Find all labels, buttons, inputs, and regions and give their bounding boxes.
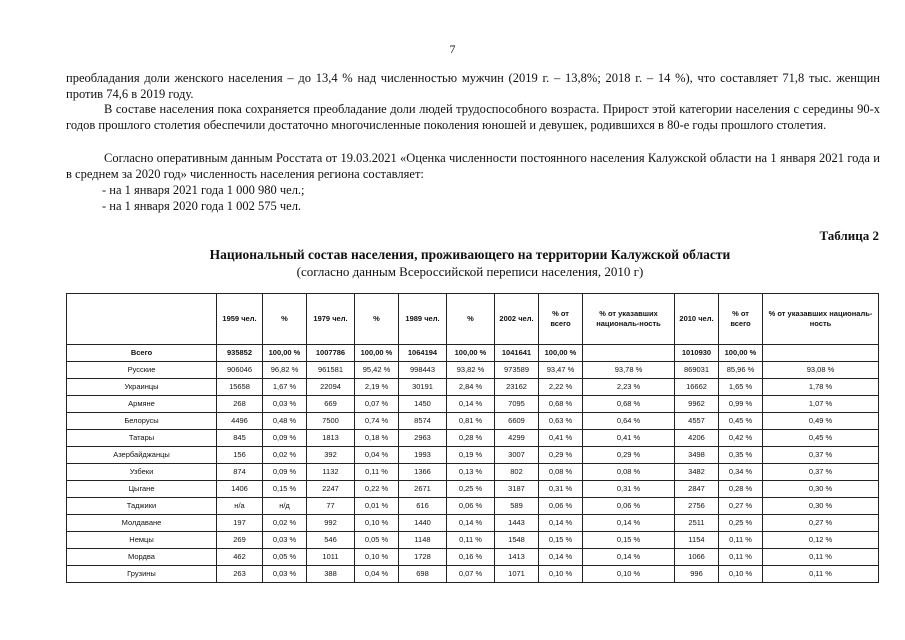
table-row <box>67 515 879 532</box>
value-cell: 7500 <box>307 413 355 430</box>
value-cell: 22094 <box>307 379 355 396</box>
value-cell: 1007786 <box>307 345 355 362</box>
value-cell: 392 <box>307 447 355 464</box>
value-cell <box>763 345 879 362</box>
value-cell: 0,06 % <box>539 498 583 515</box>
table-row <box>67 549 879 566</box>
nationality-cell: Всего <box>67 345 217 362</box>
value-cell: 0,19 % <box>447 447 495 464</box>
value-cell: 0,99 % <box>719 396 763 413</box>
value-cell: 0,29 % <box>539 447 583 464</box>
value-cell: 1548 <box>495 532 539 549</box>
value-cell: 0,12 % <box>763 532 879 549</box>
value-cell: н/д <box>263 498 307 515</box>
value-cell: 2,22 % <box>539 379 583 396</box>
value-cell: 2,84 % <box>447 379 495 396</box>
value-cell: 15658 <box>217 379 263 396</box>
value-cell: 0,01 % <box>355 498 399 515</box>
table-row <box>67 498 879 515</box>
value-cell: 0,49 % <box>763 413 879 430</box>
column-header: % <box>447 294 495 345</box>
value-cell: 0,37 % <box>763 464 879 481</box>
value-cell: 0,68 % <box>583 396 675 413</box>
value-cell: 802 <box>495 464 539 481</box>
value-cell: 669 <box>307 396 355 413</box>
value-cell: 4496 <box>217 413 263 430</box>
value-cell: 0,45 % <box>763 430 879 447</box>
column-header: % <box>355 294 399 345</box>
nationality-cell: Молдаване <box>67 515 217 532</box>
value-cell: 0,08 % <box>539 464 583 481</box>
value-cell: 0,15 % <box>583 532 675 549</box>
value-cell: 0,10 % <box>719 566 763 583</box>
value-cell: 4557 <box>675 413 719 430</box>
value-cell: 1450 <box>399 396 447 413</box>
value-cell: 0,14 % <box>539 549 583 566</box>
table-row <box>67 447 879 464</box>
nationality-cell: Немцы <box>67 532 217 549</box>
value-cell: 0,41 % <box>583 430 675 447</box>
value-cell: 2847 <box>675 481 719 498</box>
value-cell: 0,45 % <box>719 413 763 430</box>
value-cell: 0,42 % <box>719 430 763 447</box>
value-cell: 992 <box>307 515 355 532</box>
value-cell: 462 <box>217 549 263 566</box>
value-cell: 1813 <box>307 430 355 447</box>
value-cell: 998443 <box>399 362 447 379</box>
value-cell: 0,03 % <box>263 532 307 549</box>
value-cell: 1406 <box>217 481 263 498</box>
value-cell: 0,11 % <box>763 566 879 583</box>
value-cell: 0,11 % <box>763 549 879 566</box>
value-cell: 1071 <box>495 566 539 583</box>
nationality-cell: Армяне <box>67 396 217 413</box>
value-cell: 0,15 % <box>263 481 307 498</box>
value-cell: 100,00 % <box>355 345 399 362</box>
value-cell: 1366 <box>399 464 447 481</box>
value-cell: 1148 <box>399 532 447 549</box>
nationality-cell: Татары <box>67 430 217 447</box>
value-cell: 3498 <box>675 447 719 464</box>
census-table <box>66 293 879 583</box>
value-cell: 0,16 % <box>447 549 495 566</box>
column-header: 1989 чел. <box>399 294 447 345</box>
value-cell: 23162 <box>495 379 539 396</box>
value-cell: 0,07 % <box>447 566 495 583</box>
value-cell: 1041641 <box>495 345 539 362</box>
value-cell: 96,82 % <box>263 362 307 379</box>
value-cell: 546 <box>307 532 355 549</box>
table-total-row <box>67 345 879 362</box>
value-cell: 6609 <box>495 413 539 430</box>
value-cell: 0,30 % <box>763 498 879 515</box>
value-cell: 2671 <box>399 481 447 498</box>
value-cell: 0,64 % <box>583 413 675 430</box>
population-2021-line: - на 1 января 2021 года 1 000 980 чел.; <box>102 183 305 197</box>
table-row <box>67 481 879 498</box>
value-cell: 3007 <box>495 447 539 464</box>
value-cell: 996 <box>675 566 719 583</box>
value-cell: 269 <box>217 532 263 549</box>
value-cell: 2,19 % <box>355 379 399 396</box>
value-cell: 874 <box>217 464 263 481</box>
value-cell: 30191 <box>399 379 447 396</box>
value-cell: 2756 <box>675 498 719 515</box>
value-cell: 3482 <box>675 464 719 481</box>
value-cell: 0,63 % <box>539 413 583 430</box>
value-cell: 0,30 % <box>763 481 879 498</box>
value-cell: 93,08 % <box>763 362 879 379</box>
value-cell: 0,35 % <box>719 447 763 464</box>
value-cell: 0,10 % <box>583 566 675 583</box>
value-cell: 0,74 % <box>355 413 399 430</box>
column-header: 2010 чел. <box>675 294 719 345</box>
nationality-cell: Мордва <box>67 549 217 566</box>
value-cell: 7095 <box>495 396 539 413</box>
value-cell: 1132 <box>307 464 355 481</box>
value-cell: 1154 <box>675 532 719 549</box>
value-cell: 0,18 % <box>355 430 399 447</box>
nationality-cell: Узбеки <box>67 464 217 481</box>
value-cell: 0,25 % <box>719 515 763 532</box>
population-2020-line: - на 1 января 2020 года 1 002 575 чел. <box>102 199 302 213</box>
paragraph-2: В составе населения пока сохраняется преобладание доли людей трудоспособного возраста. Прирост этой категории населения с середины 90-х годов прошлого столетия обеспечили достаточно многочисленные поколения юношей и девушек, родившихся в 80-е годы прошлого столетия. <box>66 102 880 132</box>
value-cell: 0,31 % <box>539 481 583 498</box>
column-header: % от указавших националь-ность <box>583 294 675 345</box>
value-cell: 0,25 % <box>447 481 495 498</box>
value-cell: 0,14 % <box>447 515 495 532</box>
value-cell: 4299 <box>495 430 539 447</box>
value-cell: 388 <box>307 566 355 583</box>
table-row <box>67 566 879 583</box>
nationality-cell: Таджики <box>67 498 217 515</box>
column-header: 1979 чел. <box>307 294 355 345</box>
value-cell: 0,02 % <box>263 515 307 532</box>
table-row <box>67 396 879 413</box>
value-cell: 0,10 % <box>355 515 399 532</box>
value-cell: 0,14 % <box>583 515 675 532</box>
value-cell: 2511 <box>675 515 719 532</box>
value-cell: 961581 <box>307 362 355 379</box>
value-cell: 0,14 % <box>539 515 583 532</box>
value-cell: 9962 <box>675 396 719 413</box>
value-cell: 0,03 % <box>263 566 307 583</box>
value-cell: 935852 <box>217 345 263 362</box>
table-row <box>67 362 879 379</box>
value-cell: 0,68 % <box>539 396 583 413</box>
value-cell: 100,00 % <box>263 345 307 362</box>
value-cell: 197 <box>217 515 263 532</box>
table-row <box>67 413 879 430</box>
nationality-cell: Грузины <box>67 566 217 583</box>
value-cell: 0,05 % <box>263 549 307 566</box>
column-header <box>67 294 217 345</box>
table-label: Таблица 2 <box>819 228 879 243</box>
value-cell: 2247 <box>307 481 355 498</box>
value-cell: 0,11 % <box>447 532 495 549</box>
value-cell: 0,31 % <box>583 481 675 498</box>
nationality-cell: Украинцы <box>67 379 217 396</box>
value-cell: 0,14 % <box>583 549 675 566</box>
value-cell: 1,67 % <box>263 379 307 396</box>
value-cell: 0,02 % <box>263 447 307 464</box>
value-cell: 0,41 % <box>539 430 583 447</box>
value-cell: 100,00 % <box>539 345 583 362</box>
value-cell: 77 <box>307 498 355 515</box>
value-cell: 906046 <box>217 362 263 379</box>
value-cell: 268 <box>217 396 263 413</box>
value-cell: 0,37 % <box>763 447 879 464</box>
value-cell: 0,08 % <box>583 464 675 481</box>
value-cell: 263 <box>217 566 263 583</box>
value-cell: 0,05 % <box>355 532 399 549</box>
value-cell: 1066 <box>675 549 719 566</box>
table-header-row <box>67 294 879 345</box>
value-cell: 0,04 % <box>355 566 399 583</box>
table-title: Национальный состав населения, проживающего на территории Калужской области <box>209 247 731 262</box>
nationality-cell: Цыгане <box>67 481 217 498</box>
value-cell: 3187 <box>495 481 539 498</box>
value-cell: 589 <box>495 498 539 515</box>
value-cell: 1011 <box>307 549 355 566</box>
table-row <box>67 379 879 396</box>
value-cell: 2,23 % <box>583 379 675 396</box>
value-cell: 698 <box>399 566 447 583</box>
value-cell: 0,11 % <box>719 532 763 549</box>
value-cell: 0,22 % <box>355 481 399 498</box>
table-row <box>67 430 879 447</box>
value-cell: 0,11 % <box>355 464 399 481</box>
value-cell: 0,27 % <box>763 515 879 532</box>
value-cell: 16662 <box>675 379 719 396</box>
value-cell: 0,14 % <box>447 396 495 413</box>
value-cell: 0,27 % <box>719 498 763 515</box>
value-cell: 1064194 <box>399 345 447 362</box>
value-cell: 0,11 % <box>719 549 763 566</box>
value-cell: 1413 <box>495 549 539 566</box>
value-cell: 0,06 % <box>583 498 675 515</box>
nationality-cell: Русские <box>67 362 217 379</box>
value-cell: 2963 <box>399 430 447 447</box>
value-cell: 95,42 % <box>355 362 399 379</box>
value-cell: 1010930 <box>675 345 719 362</box>
value-cell: 1993 <box>399 447 447 464</box>
value-cell: 869031 <box>675 362 719 379</box>
value-cell: 0,13 % <box>447 464 495 481</box>
value-cell: 93,78 % <box>583 362 675 379</box>
nationality-cell: Белорусы <box>67 413 217 430</box>
value-cell: 0,09 % <box>263 464 307 481</box>
nationality-cell: Азербайджанцы <box>67 447 217 464</box>
value-cell: 8574 <box>399 413 447 430</box>
table-row <box>67 532 879 549</box>
value-cell: н/а <box>217 498 263 515</box>
value-cell: 0,07 % <box>355 396 399 413</box>
page-number: 7 <box>449 42 456 56</box>
value-cell: 100,00 % <box>719 345 763 362</box>
paragraph-1: преобладания доли женского населения – до 13,4 % над численностью мужчин (2019 г. – 13,8%; 2018 г. – 14 %), что составляет 71,8 тыс. женщин против 74,6 в 2019 году. <box>66 71 880 101</box>
value-cell: 0,28 % <box>719 481 763 498</box>
paragraph-3: Согласно оперативным данным Росстата от 19.03.2021 «Оценка численности постоянного населения Калужской области на 1 января 2021 года и в среднем за 2020 год» численность населения региона составляет: <box>66 151 880 181</box>
value-cell: 0,10 % <box>539 566 583 583</box>
table-body <box>67 345 879 583</box>
column-header: % от указавших националь-ность <box>763 294 879 345</box>
value-cell: 0,81 % <box>447 413 495 430</box>
table-subtitle: (согласно данным Всероссийской переписи населения, 2010 г) <box>296 264 644 279</box>
column-header: 1959 чел. <box>217 294 263 345</box>
value-cell: 93,47 % <box>539 362 583 379</box>
value-cell: 616 <box>399 498 447 515</box>
value-cell: 1,07 % <box>763 396 879 413</box>
column-header: % от всего <box>539 294 583 345</box>
value-cell: 1,78 % <box>763 379 879 396</box>
value-cell <box>583 345 675 362</box>
column-header: % от всего <box>719 294 763 345</box>
value-cell: 0,04 % <box>355 447 399 464</box>
value-cell: 93,82 % <box>447 362 495 379</box>
value-cell: 0,15 % <box>539 532 583 549</box>
value-cell: 0,48 % <box>263 413 307 430</box>
value-cell: 156 <box>217 447 263 464</box>
column-header: 2002 чел. <box>495 294 539 345</box>
value-cell: 0,09 % <box>263 430 307 447</box>
value-cell: 1728 <box>399 549 447 566</box>
value-cell: 0,03 % <box>263 396 307 413</box>
column-header: % <box>263 294 307 345</box>
value-cell: 973589 <box>495 362 539 379</box>
value-cell: 0,29 % <box>583 447 675 464</box>
value-cell: 100,00 % <box>447 345 495 362</box>
value-cell: 0,10 % <box>355 549 399 566</box>
value-cell: 1,65 % <box>719 379 763 396</box>
value-cell: 845 <box>217 430 263 447</box>
value-cell: 1440 <box>399 515 447 532</box>
table-row <box>67 464 879 481</box>
value-cell: 85,96 % <box>719 362 763 379</box>
value-cell: 0,34 % <box>719 464 763 481</box>
value-cell: 0,06 % <box>447 498 495 515</box>
value-cell: 0,28 % <box>447 430 495 447</box>
value-cell: 4206 <box>675 430 719 447</box>
value-cell: 1443 <box>495 515 539 532</box>
